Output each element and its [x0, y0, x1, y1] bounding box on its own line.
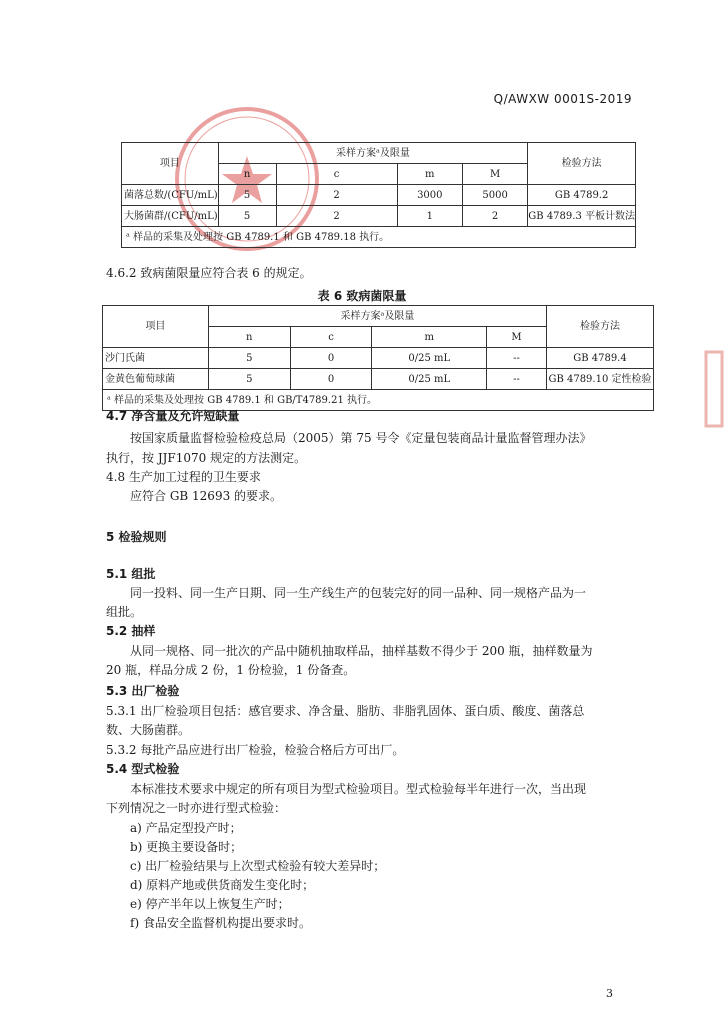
sub-header-m: m — [372, 327, 487, 348]
col-method-header: 检验方法 — [546, 306, 653, 348]
cell-m: 3000 — [397, 185, 462, 206]
sub-header-c: c — [290, 327, 372, 348]
cell-m: 0/25 mL — [372, 348, 487, 369]
cell-M: 5000 — [462, 185, 527, 206]
cell-c: 2 — [276, 185, 397, 206]
row-name: 沙门氏菌 — [103, 348, 209, 369]
page-number: 3 — [606, 987, 613, 1000]
cell-c: 2 — [276, 206, 397, 227]
table-note: ᵃ 样品的采集及处理按 GB 4789.1 和 GB 4789.18 执行。 — [122, 227, 636, 248]
table-row — [103, 348, 654, 369]
section-4-6-2: 4.6.2 致病菌限量应符合表 6 的规定。 — [106, 266, 312, 280]
sub-header-m: m — [397, 164, 462, 185]
col-item-header: 项目 — [122, 143, 219, 185]
section-5-3-2: 5.3.2 每批产品应进行出厂检验，检验合格后方可出厂。 — [106, 743, 405, 757]
table-row — [122, 206, 636, 227]
table-row — [103, 369, 654, 390]
cell-n: 5 — [218, 206, 276, 227]
section-5-2-line1: 从同一规格、同一批次的产品中随机抽取样品，抽样基数不得少于 200 瓶，抽样数量为 — [130, 644, 593, 658]
cell-M: -- — [487, 348, 547, 369]
cell-M: -- — [487, 369, 547, 390]
cell-c: 0 — [290, 348, 372, 369]
section-5-1-line2: 组批。 — [106, 605, 143, 619]
cell-n: 5 — [208, 369, 290, 390]
col-plan-header: 采样方案ᵃ及限量 — [208, 306, 546, 327]
row-name: 菌落总数/(CFU/mL) — [122, 185, 219, 206]
cell-n: 5 — [208, 348, 290, 369]
list-item: d) 原料产地或供货商发生变化时； — [130, 878, 315, 892]
section-5-1-title: 5.1 组批 — [106, 567, 156, 581]
section-5-4-line1: 本标准技术要求中规定的所有项目为型式检验项目。型式检验每半年进行一次，当出现 — [130, 782, 587, 796]
cell-M: 2 — [462, 206, 527, 227]
cell-c: 0 — [290, 369, 372, 390]
table-note: ᵃ 样品的采集及处理按 GB 4789.1 和 GB/T4789.21 执行。 — [103, 390, 654, 411]
cell-method: GB 4789.2 — [528, 185, 636, 206]
sub-header-n: n — [208, 327, 290, 348]
row-name: 大肠菌群/(CFU/mL) — [122, 206, 219, 227]
list-item: c) 出厂检验结果与上次型式检验有较大差异时； — [130, 859, 386, 873]
section-5-3-title: 5.3 出厂检验 — [106, 684, 180, 698]
col-plan-header: 采样方案ᵃ及限量 — [218, 143, 528, 164]
section-5-4-title: 5.4 型式检验 — [106, 762, 180, 776]
stamp-edge-icon — [703, 348, 724, 430]
cell-method: GB 4789.4 — [546, 348, 653, 369]
section-4-7-title: 4.7 净含量及允许短缺量 — [106, 409, 240, 423]
section-5-3-1-line1: 5.3.1 出厂检验项目包括：感官要求、净含量、脂肪、非脂乳固体、蛋白质、酸度、菌落总 — [106, 704, 585, 718]
pathogen-limit-table — [102, 305, 654, 411]
col-method-header: 检验方法 — [528, 143, 636, 185]
list-item: f) 食品安全监督机构提出要求时。 — [130, 916, 311, 930]
cell-method: GB 4789.3 平板计数法 — [528, 206, 636, 227]
section-5-4-line2: 下列情况之一时亦进行型式检验： — [106, 801, 287, 815]
table-row — [122, 185, 636, 206]
document-code: Q/AWXW 0001S-2019 — [493, 92, 632, 106]
list-item: a) 产品定型投产时； — [130, 821, 242, 835]
section-4-8-title: 4.8 生产加工过程的卫生要求 — [106, 470, 261, 484]
section-4-7-line1: 按国家质量监督检验检疫总局（2005）第 75 号令《定量包装商品计量监督管理办法》 — [130, 431, 592, 445]
cell-method: GB 4789.10 定性检验 — [546, 369, 653, 390]
list-item: e) 停产半年以上恢复生产时； — [130, 897, 290, 911]
sub-header-n: n — [218, 164, 276, 185]
cell-m: 0/25 mL — [372, 369, 487, 390]
section-4-7-line2: 执行，按 JJF1070 规定的方法测定。 — [106, 451, 307, 465]
table6-caption: 表 6 致病菌限量 — [317, 289, 407, 303]
section-5-3-1-line2: 数、大肠菌群。 — [106, 723, 191, 737]
cell-n: 5 — [218, 185, 276, 206]
microbial-limit-table — [121, 142, 636, 248]
row-name: 金黄色葡萄球菌 — [103, 369, 209, 390]
section-5-2-line2: 20 瓶，样品分成 2 份，1 份检验，1 份备查。 — [106, 663, 356, 677]
list-item: b) 更换主要设备时； — [130, 840, 243, 854]
col-item-header: 项目 — [103, 306, 209, 348]
section-4-8-line1: 应符合 GB 12693 的要求。 — [130, 489, 283, 503]
cell-m: 1 — [397, 206, 462, 227]
section-5-2-title: 5.2 抽样 — [106, 624, 156, 638]
sub-header-M: M — [462, 164, 527, 185]
section-5-1-line1: 同一投料、同一生产日期、同一生产线生产的包装完好的同一品种、同一规格产品为一 — [130, 586, 587, 600]
section-5-title: 5 检验规则 — [106, 530, 167, 544]
sub-header-c: c — [276, 164, 397, 185]
sub-header-M: M — [487, 327, 547, 348]
